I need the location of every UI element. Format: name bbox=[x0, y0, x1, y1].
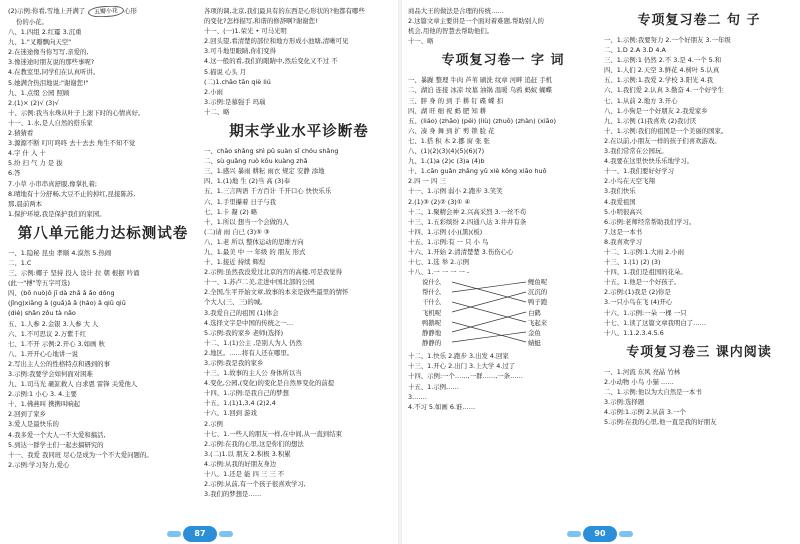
answer-line: 2.猜猜看 bbox=[8, 129, 34, 138]
answer-line: 个大人(三、三)的城。 bbox=[204, 298, 267, 307]
match-right-word: 鸭子跑 bbox=[528, 298, 548, 307]
answer-line: 3.我们的梦想是…… bbox=[204, 490, 262, 499]
answer-line: (2)示例:你看,雪地上开满了 bbox=[8, 7, 86, 15]
answer-line: 4.示例:从我的好朋友身边 bbox=[204, 459, 277, 468]
answer-line: 六、1.手里攥着 日子与我 bbox=[204, 197, 277, 206]
answer-line: 九、1.(1)a (2)c (3)a (4)b bbox=[408, 157, 485, 166]
review-2-title: 专项复习卷二 句 子 bbox=[637, 13, 761, 28]
answer-line: 2.小鸟在天空飞翔 bbox=[604, 177, 655, 186]
answer-line: 三、1.感兴 暴雨 耕耘 雨衣 规定 安静 添地 bbox=[204, 167, 325, 176]
answer-line: 4.示例:1.示例 2.从前 3.一个 bbox=[604, 408, 686, 417]
answer-line: 十一、1.示例 弱小 2.跑步 3.笑笑 bbox=[408, 187, 503, 196]
review-1-title: 专项复习卷一 字 词 bbox=[441, 53, 565, 69]
answer-line: 十三、1.(1) (2) (3) bbox=[604, 258, 661, 267]
match-right-word: 白鹤 bbox=[528, 308, 541, 317]
stamp-label: 五瓣小花 bbox=[88, 6, 125, 17]
answers-block bbox=[604, 35, 794, 338]
answer-line: 8.我喜欢学习 bbox=[604, 237, 643, 246]
answer-line: 3.…… bbox=[408, 392, 427, 401]
answer-line: 十七、1.一些人的朋友一样,在中间,从一直到结束 bbox=[204, 429, 342, 438]
answer-line: 十五、1.他是一个好孩子。 bbox=[604, 278, 681, 287]
match-right-word: 飞起来 bbox=[528, 318, 548, 327]
answer-line: 3.源源不断 叮叮咚咚 去十去去 角生不知不觉 bbox=[8, 139, 136, 148]
answer-line: 三、示例:椰子 坚持 投入 设计 拉 朝 根据 吟诵 bbox=[8, 269, 140, 278]
answer-line: 十六、1.回到 游戏 bbox=[204, 409, 257, 418]
answer-line: 十、1.所以 想当一个会做的人 bbox=[204, 217, 289, 226]
answer-line: 三、1.示例:1 仍然 2.不 3.是 4.一个 5.和 bbox=[604, 56, 722, 65]
answer-line: 十一、1.水,是人自然的搭乐家 bbox=[8, 118, 93, 127]
answer-line: 2.示例:1 小心 3. 4.主要 bbox=[8, 390, 77, 399]
answer-line: 十七、1.选 举 2.示例 bbox=[408, 258, 469, 267]
answer-line: 十八、1.还是 能 四 三 三 不 bbox=[204, 470, 285, 479]
answer-line: 十、1.佛燕叫 携携叫响起 bbox=[8, 400, 81, 409]
answer-line: (此一"搏"等五字可选) bbox=[8, 279, 70, 288]
answer-line: 十二、略 bbox=[204, 107, 230, 116]
answer-line: 十三、1.五彩缤纷 2.四通八达 3.井井有条 bbox=[408, 217, 527, 226]
answer-line: 十三、1.故事的主人公 身体所以当 bbox=[204, 369, 302, 378]
answers-block bbox=[8, 27, 198, 219]
answer-line: 十六、1.示例:一朵 一棵 一只 bbox=[604, 308, 687, 317]
answer-line: 商品大王的做法是合理的传统…… bbox=[408, 7, 504, 15]
answer-line: 3.示例:选择题 bbox=[604, 398, 645, 407]
answer-line: 九、1."叉瓣飘向天空" bbox=[8, 38, 72, 47]
answer-line: 2.小雨 bbox=[204, 87, 223, 96]
answer-line: 三、胖 身 的 到 手 耕 钉 碟 蝶 扣 bbox=[408, 96, 503, 105]
answer-line: 五、(liáo) (zhāo) (péi) (liù) (zhuō) (zhàn) (xiāo) bbox=[408, 116, 556, 125]
answer-line: 3.可斗地里眼睛,你们变得 bbox=[204, 47, 277, 56]
answer-line: 十一、1.苏卢二美,走进中国北部的公园 bbox=[204, 278, 315, 287]
answer-line: 二、1.示例:他以为大自然是一本书 bbox=[604, 388, 702, 396]
answer-line: 一、1.示例:我要努力 2.一个好朋友 3.一年级 bbox=[604, 36, 731, 44]
answer-line: 七、1.不开 示例:2.开心 3.如画 秋 bbox=[8, 339, 105, 348]
answer-line: 2.写出主人公的性格特点和遇到的事 bbox=[8, 359, 110, 368]
answers-block bbox=[204, 146, 394, 499]
answers-block bbox=[408, 6, 598, 46]
stamp-tail: 心形 bbox=[124, 7, 137, 15]
page-number-badge: 90 bbox=[583, 526, 617, 542]
match-left-word: 说什么 bbox=[422, 278, 442, 287]
answer-line: 十四、1.我们是祖国的花朵。 bbox=[604, 268, 687, 277]
answer-line: 4.我爱祖国 bbox=[604, 197, 636, 206]
answer-line: 4.在教室里,同学们在认真听讲。 bbox=[8, 68, 100, 77]
answer-line: 六、凑 身 舞 到 扩 剪 锁 脸 花 bbox=[408, 126, 495, 135]
answer-line: 2.这篇文章主要讲是一个面对着难题,帮助别人的 bbox=[408, 17, 544, 26]
matching-lines bbox=[452, 277, 528, 349]
answer-line: 十、1.接近 持续 辉煌 bbox=[204, 258, 266, 267]
answer-line: 一、chāo shǎng shì pǔ suàn sǐ chóu shǎng bbox=[204, 147, 339, 156]
answer-line: 十一、(一)1.荣光 • 可马光明 bbox=[204, 27, 287, 36]
answer-line: 一、1.河流 东风 亮晶 竹林 bbox=[604, 367, 681, 376]
answer-line: 十二、1.示例:1.大雨 2.小雨 bbox=[604, 247, 684, 256]
answer-line: 八、(1)(2)(3)(4)(5)(6)(7) bbox=[408, 147, 485, 156]
answer-line: 十二、1.(1)公主 ,是别人为人 仍然 bbox=[204, 338, 302, 347]
answer-line: 2.四 一 四 三 bbox=[408, 177, 446, 186]
answer-line: 5.示例:在我的心里,他一直是我的好朋友 bbox=[604, 418, 717, 427]
match-left-word: 飞机呢 bbox=[422, 308, 442, 317]
answer-line: 2.地区。……将有人还在哪里。 bbox=[204, 348, 294, 357]
answer-line: 2.示例:学习努力,爱心 bbox=[8, 460, 70, 469]
answer-line: 6.答 bbox=[8, 169, 21, 178]
answers-block bbox=[604, 367, 794, 428]
answer-line: 十三、1.开心 2.出门 3.上大学 4.过了 bbox=[408, 362, 516, 371]
answer-line: 十、1.cān guǎn zhǎng yǔ xiè kǒng xiāo huǒ bbox=[408, 167, 547, 176]
answer-line: 一、1.隐秘 昆虫 孝顺 4.漠然 5.热闹 bbox=[8, 248, 112, 257]
answer-line: 八、1.小狗是一个好朋友 2.我爱家乡 bbox=[604, 106, 708, 115]
answer-line: 十六、1.开始 2.清清楚楚 3.伤伤心心 bbox=[408, 247, 514, 256]
answer-line: 五、1.示例:1.我爱 2.学校 3.阳光 4.我 bbox=[604, 76, 714, 85]
answer-line: 十八、1.一 一 一 一 - bbox=[408, 268, 470, 277]
answer-line: 2.全国,生平开始文章,故事的本来是做些最里的情怀 bbox=[204, 288, 349, 297]
answer-line: 2.在以前,小朋友一样的孩子们喜欢游戏。 bbox=[604, 136, 721, 145]
answer-line: 十一、略 bbox=[408, 37, 434, 46]
answer-line: 四、1.人们 2.天空 3.鲜花 4.树叶 5.认真 bbox=[604, 66, 720, 75]
answer-line: 五、1.三言两语 千方百计 千开口心 快快乐乐 bbox=[204, 187, 332, 196]
answer-line: 8.晴地有十分舒畅,大豆不止的掉红,昆接陈苏, bbox=[8, 189, 136, 198]
right-column-1 bbox=[408, 6, 598, 412]
answer-line: 3.示例:我是我的家乡 bbox=[204, 359, 264, 367]
answer-line: 2.示例:(1)我是 (2)你是 bbox=[604, 288, 671, 297]
match-right-word: 蜻蜓 bbox=[528, 338, 541, 347]
answer-line: 3.我们快乐 bbox=[604, 187, 636, 196]
answer-line: 4.变化,公园,(变化)的变化是自然界变化的前提 bbox=[204, 379, 335, 388]
answer-line: 3.像迷途时朋友说的那些事呢? bbox=[8, 58, 95, 67]
answer-line: 2.在迷途像当你写写,亲爱的, bbox=[8, 48, 89, 57]
answer-line: 4.选择文字是中国的传统之一… bbox=[204, 318, 294, 327]
answer-line: 的变化?怎样描写,和谐的修辞啊?谢谢您! bbox=[204, 17, 318, 26]
match-right-words bbox=[528, 277, 547, 348]
answers-block bbox=[204, 6, 394, 117]
left-column-1 bbox=[8, 6, 198, 470]
answer-line: 十五、1.示例…… bbox=[408, 382, 459, 391]
answer-line: 十四、1.示例 (小)(黑)(板) bbox=[408, 227, 483, 236]
answer-line: 二、1.C bbox=[8, 258, 32, 267]
answer-line: 十四、1.示例:是我自己的梦想 bbox=[204, 389, 289, 398]
answer-line: 九、1.点缀 公园 照顾 bbox=[8, 88, 70, 97]
answer-line: 十、1.示例:我们的祖国是一个美丽的国家。 bbox=[604, 126, 728, 135]
answer-line: 十、示例:我当水珠从叶子上滚下时的心情真好。 bbox=[8, 108, 145, 117]
answer-line: (dié) shǎn zǒu tà nǎo bbox=[8, 309, 76, 318]
answer-line: 九、1.最美 中 一 年级 的 朋友 形式 bbox=[204, 247, 306, 256]
answer-line: 十二、1.快乐 2.跑步 3.出发 4.回家 bbox=[408, 352, 509, 361]
answer-line: 八、1.四组 2.红霉 3.沉重 bbox=[8, 28, 82, 37]
match-left-words bbox=[422, 277, 441, 348]
answer-line: 二、1.D 2.A 3.D 4.A bbox=[604, 46, 666, 55]
answer-line: 七、1.搭 积 木 2.挪 窗 张 张 bbox=[408, 136, 490, 145]
answer-line: 四、1.(1)地 生 (2)当 高 (3)奉 bbox=[204, 177, 291, 186]
answer-line: 十四、示例:一个……,一群……,一条…… bbox=[408, 372, 523, 381]
answer-line: 2.(1)③ (2)② (3)① ④ bbox=[408, 197, 471, 206]
answer-line: 2.回头望,看清楚的部位和地方形成小池塘,清晰可见 bbox=[204, 37, 349, 46]
answer-line: 7.这是一本书 bbox=[604, 227, 643, 236]
answer-line: 六、1.我们爱 2.认真 3.勤奋 4.一个好学生 bbox=[604, 86, 724, 95]
answer-line: 七、1.卡 凝 (2) 略 bbox=[204, 207, 258, 216]
answer-line: 四、湖 旺 细 祝 蚂 肥 知 耕 bbox=[408, 106, 487, 115]
answer-line: 2.回到了家乡 bbox=[8, 410, 47, 419]
answer-line: 一、暴躁 整理 牛肉 芦苇 刷洗 纹章 河畔 追赶 手机 bbox=[408, 76, 553, 85]
answer-line: 3.我们常常在公园玩。 bbox=[604, 147, 668, 156]
match-right-word: 鲤鱼呢 bbox=[528, 278, 548, 287]
match-right-word: 沉沉的 bbox=[528, 288, 548, 297]
answer-line: 八、1.老 所以 整体运动的思维方向 bbox=[204, 237, 304, 246]
answer-line: 3.一只小鸟在飞 (4)开心 bbox=[604, 298, 673, 307]
answer-line: 5.纷 扫 气 力 是 拔 bbox=[8, 159, 63, 168]
answer-line: 4.我要在这里快快乐乐地学习。 bbox=[604, 157, 694, 166]
matching-exercise bbox=[408, 277, 598, 351]
final-exam-title: 期末学业水平诊断卷 bbox=[229, 123, 369, 141]
answer-line: 5.到达一群学士们一起去搞研究的 bbox=[8, 440, 104, 449]
answer-line: 九、1.司马光 砸缸救人 白求恩 雷锋 关爱他人 bbox=[8, 380, 138, 389]
answer-line: 十一、1.我们要好好学习 bbox=[604, 167, 675, 176]
match-left-word: 帮什么 bbox=[422, 288, 442, 297]
answer-line: 5.小明很高兴 bbox=[604, 207, 643, 216]
answer-line: 二、湖泊 连接 冰凉 坟墓 油锅 温暖 乌鸦 蚂蚁 蝴蝶 bbox=[408, 86, 553, 95]
answer-line: 2.示例 bbox=[204, 419, 223, 428]
answer-line: 十五、1.(1)1,3,4 (2)2,4 bbox=[204, 399, 276, 408]
answer-line: 2.小动物 小鸟 小猫 …… bbox=[604, 377, 674, 386]
answers-block bbox=[408, 351, 598, 412]
answer-line: 4.我多爱一个大人一不大爱和搞活, bbox=[8, 430, 106, 439]
answer-line: 2.示例:虽然我没爱过北京的宫的高楼,可是我觉得 bbox=[204, 268, 343, 277]
match-left-word: 鸭鹅呢 bbox=[422, 318, 442, 327]
answer-line: 2.示例:从前,有一个孩子很喜欢学习, bbox=[204, 480, 306, 489]
answer-line: 七、1.从前 2.地方 3.开心 bbox=[604, 96, 678, 105]
answer-line: 5.她满含热泪地说:"谢谢您!" bbox=[8, 78, 89, 87]
answer-line: 二、sù guǎng ruò kǒu kuàng zhǎ bbox=[204, 157, 308, 166]
answer-line: 5.描说 心头 月 bbox=[204, 67, 247, 76]
answer-line: 份的小花。 bbox=[16, 18, 48, 26]
right-page bbox=[400, 0, 800, 544]
answer-line: (二)请 雨 自已 (3)⑤ ③ bbox=[204, 227, 270, 236]
unit-test-title: 第八单元能力达标测试卷 bbox=[17, 224, 189, 242]
answer-line: 4.这一般的看,我们的眼睛中,然后变化又不过 不 bbox=[204, 57, 338, 66]
answer-line: 八、1.开开心心地讲一说 bbox=[8, 349, 79, 358]
answer-line: 九、1.示例 (1)我喜欢 (2)我讨厌 bbox=[604, 116, 697, 125]
review-3-title: 专项复习卷三 课内阅读 bbox=[626, 344, 772, 360]
match-left-word: 静静的 bbox=[422, 338, 442, 347]
answer-line: 十七、1.读了这篇文章我明白了…… bbox=[604, 318, 706, 327]
answer-line: 十八、1.1.2.3.4.5.6 bbox=[604, 328, 664, 337]
answer-line: 2.(1)× (2)√ (3)√ bbox=[8, 98, 59, 107]
answer-line: 4.不习 5.如画 6.谁…… bbox=[408, 402, 476, 411]
answer-line: 3.爱人是最快乐的 bbox=[8, 420, 59, 429]
answer-line: (jǐng)xiāng ǎ (guǎ)ǎ ǎ (háo) ǎ qiū qiū bbox=[8, 299, 126, 308]
answer-line: 四、(bō nuò)ō jī dà zhǎ ǎ ǎo dǒng bbox=[8, 289, 115, 298]
right-column-2 bbox=[604, 6, 794, 427]
answer-line: 3.示例:我要学会如何面对困难 bbox=[8, 370, 93, 378]
answer-line: 十五、1.示例:有 一 只 小 鸟 bbox=[408, 237, 489, 246]
answer-line: (二)1.chāo tān qiè liú bbox=[204, 77, 271, 86]
match-right-word: 金鱼 bbox=[528, 328, 541, 337]
answer-line: 3.示例:是慕强手 玛瑙 bbox=[204, 97, 266, 106]
answer-line: 3.我爱自己的祖国 (1)体会 bbox=[204, 308, 279, 317]
answer-line: 十一、我爱 我同班 尽心是成为一个不大爱问题的。 bbox=[8, 450, 153, 459]
answer-line: 2.示例:在我的心里,这是你们的想法 bbox=[204, 439, 304, 448]
answer-line: 六、1.不可思议 2.万紫千红 bbox=[8, 329, 87, 338]
answer-line: 5.示例:我的家乡 老师(选择) bbox=[204, 328, 284, 337]
page-number-badge: 87 bbox=[183, 526, 217, 542]
answer-line: 那,晨前两本 bbox=[8, 199, 42, 208]
match-left-word: 静静地 bbox=[422, 328, 442, 337]
left-column-2 bbox=[204, 6, 394, 499]
answer-line: 五、1.人参 2.金银 3.人参 大 人 bbox=[8, 319, 99, 328]
answer-line: 各项的调,北京,我们最具有的东西是心形状的?他都有哪些 bbox=[204, 7, 365, 15]
answer-line: 1.保护环境,我是保护我们的家园。 bbox=[8, 209, 106, 218]
answer-line: 3.(二)1.以 朋友 2.积极 3.积累 bbox=[204, 449, 291, 458]
match-left-word: 干什么 bbox=[422, 298, 442, 307]
answer-line: 十二、1.聚精会神 2.兴高采烈 3.一丝不苟 bbox=[408, 207, 527, 216]
answer-line: 7.小草 小串串真舒服,像掌扎着; bbox=[8, 179, 98, 188]
answer-line: 6.示例:老师经常帮助我们学习。 bbox=[604, 217, 696, 226]
answer-line: 4.宇 什 入 十 bbox=[8, 149, 46, 158]
answers-block bbox=[408, 75, 598, 277]
answer-line: 机会,用他的智慧去帮助他们。 bbox=[408, 27, 494, 36]
answers-block bbox=[8, 248, 198, 470]
